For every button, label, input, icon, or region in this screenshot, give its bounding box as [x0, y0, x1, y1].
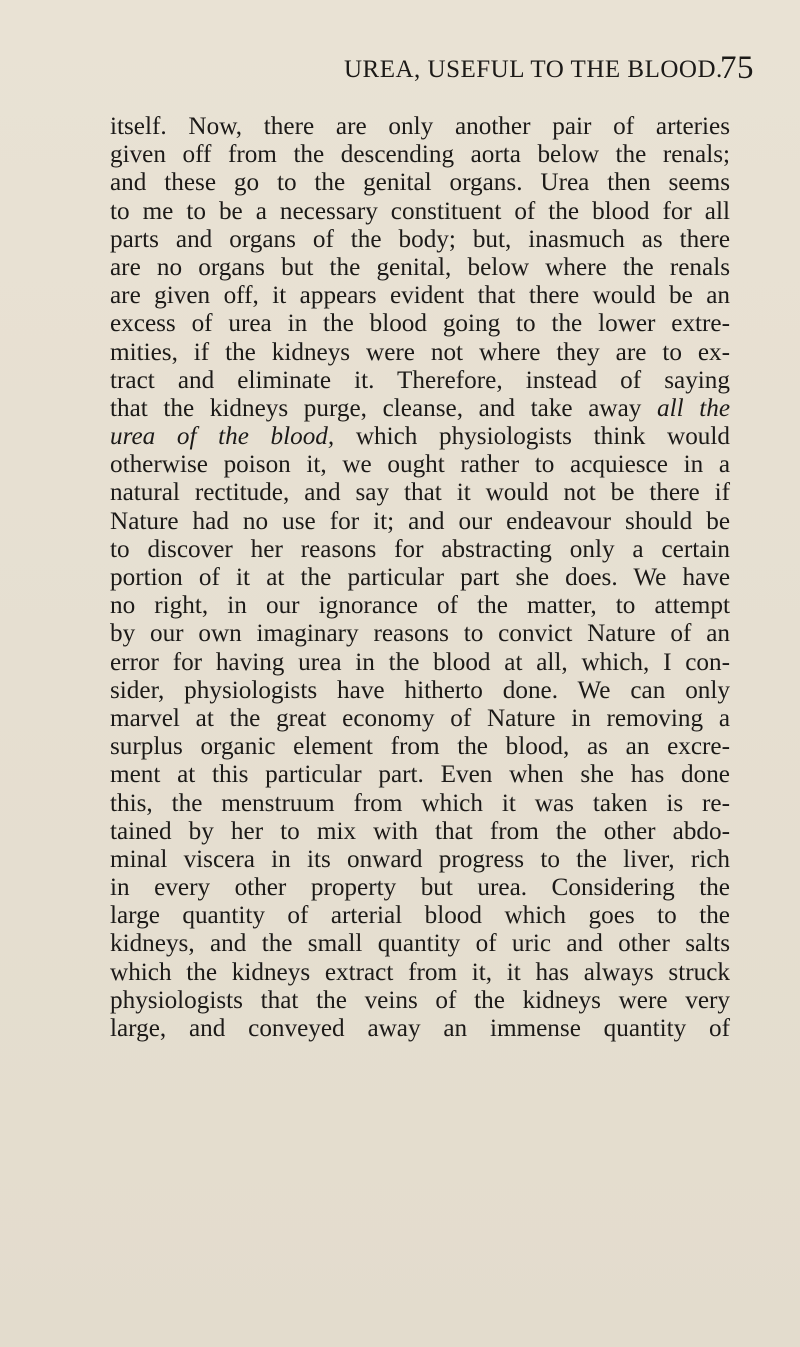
- italic-phrase: all the: [657, 394, 731, 422]
- text-line: given off from the descending aorta below the renals;: [110, 141, 730, 169]
- text-line: tract and eliminate it. Therefore, instead of saying: [110, 366, 730, 394]
- text-line: natural rectitude, and say that it would not be there if: [110, 479, 730, 507]
- text-line: [110, 395, 730, 423]
- text-segment: which physiologists think would: [355, 423, 730, 451]
- text-line: are given off, it appears evident that there would be an: [110, 282, 730, 310]
- text-line: excess of urea in the blood going to the lower extre-: [110, 310, 730, 338]
- text-line: to me to be a necessary constituent of the blood for all: [110, 197, 730, 225]
- text-line: itself. Now, there are only another pair of arteries: [110, 113, 730, 140]
- text-line: minal viscera in its onward progress to the liver, rich: [110, 845, 730, 873]
- page-number: 75: [720, 50, 754, 86]
- page-header: [338, 50, 758, 96]
- text-line: parts and organs of the body; but, inasmuch as there: [110, 225, 730, 253]
- text-line: marvel at the great economy of Nature in removing a: [110, 704, 730, 732]
- running-title: UREA, USEFUL TO THE BLOOD.: [344, 56, 723, 83]
- italic-phrase: urea of the blood,: [110, 423, 335, 451]
- text-line: this, the menstruum from which it was taken is re-: [110, 789, 730, 817]
- text-line: in every other property but urea. Considering the: [110, 874, 730, 902]
- text-line: sider, physiologists have hitherto done. We can only: [110, 676, 730, 704]
- text-line: which the kidneys extract from it, it has always struck: [110, 958, 730, 986]
- text-line: portion of it at the particular part she does. We have: [110, 564, 730, 591]
- body-text: [110, 113, 730, 1043]
- text-segment: that the kidneys purge, cleanse, and take away: [110, 394, 642, 422]
- text-line: ment at this particular part. Even when she has done: [110, 761, 730, 789]
- text-line: are no organs but the genital, below where the renals: [110, 253, 730, 281]
- text-line: tained by her to mix with that from the other abdo-: [110, 817, 730, 845]
- text-line: surplus organic element from the blood, as an excre-: [110, 733, 730, 761]
- text-line: error for having urea in the blood at all, which, I con-: [110, 648, 730, 676]
- text-line: by our own imaginary reasons to convict Nature of an: [110, 620, 730, 648]
- text-line: otherwise poison it, we ought rather to acquiesce in a: [110, 451, 730, 479]
- text-line: mities, if the kidneys were not where they are to ex-: [110, 338, 730, 366]
- text-line: no right, in our ignorance of the matter, to attempt: [110, 592, 730, 620]
- text-line: Nature had no use for it; and our endeavour should be: [110, 507, 730, 535]
- text-line: kidneys, and the small quantity of uric and other salts: [110, 930, 730, 958]
- text-line: physiologists that the veins of the kidneys were very: [110, 986, 730, 1014]
- text-line: [110, 423, 730, 451]
- text-line: and these go to the genital organs. Urea then seems: [110, 169, 730, 197]
- text-line: large, and conveyed away an immense quantity of: [110, 1015, 730, 1042]
- text-line: to discover her reasons for abstracting only a certain: [110, 535, 730, 563]
- text-line: large quantity of arterial blood which goes to the: [110, 902, 730, 930]
